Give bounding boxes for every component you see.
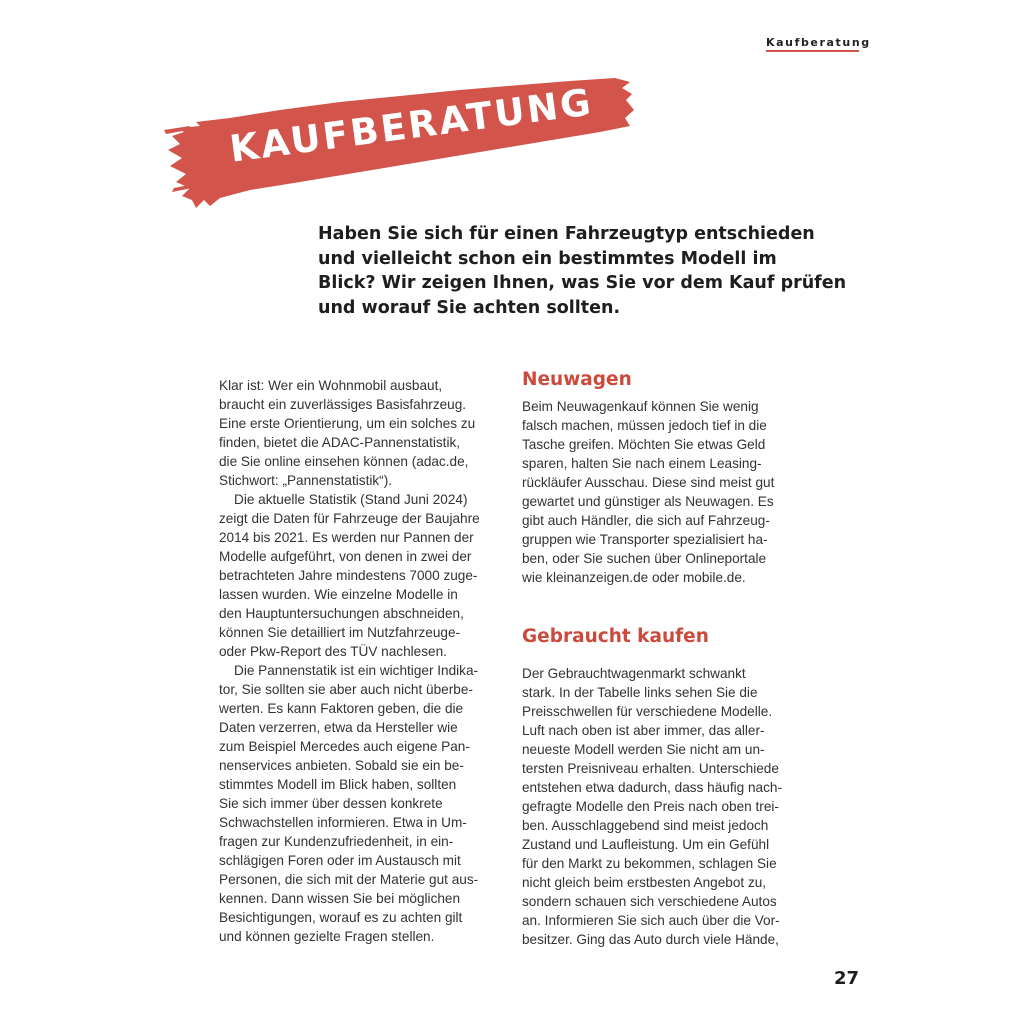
chapter-title: KAUFBERATUNG <box>227 80 596 171</box>
text-line: lassen wurden. Wie einzelne Modelle in <box>219 587 458 602</box>
text-line: Die Pannenstatik ist ein wichtiger Indika- <box>234 663 479 678</box>
text-line: neueste Modell werden Sie nicht am un- <box>522 742 765 757</box>
text-line: ben, oder Sie suchen über Onlineportale <box>522 551 767 566</box>
text-line: finden, bietet die ADAC-Pannenstatistik, <box>219 435 461 450</box>
text-line: können Sie detailliert im Nutzfahrzeuge- <box>219 625 461 640</box>
intro-paragraph <box>318 222 847 321</box>
text-line: den Hauptuntersuchungen abschneiden, <box>219 606 464 621</box>
gebraucht-text <box>522 664 822 949</box>
text-line: ben. Ausschlaggebend sind meist jedoch <box>522 818 769 833</box>
text-line: zeigt die Daten für Fahrzeuge der Baujahre <box>219 511 480 526</box>
text-line: Die aktuelle Statistik (Stand Juni 2024) <box>234 492 468 507</box>
text-line: und können gezielte Fragen stellen. <box>219 929 435 944</box>
text-line: gibt auch Händler, die sich auf Fahrzeug- <box>522 513 770 528</box>
text-line: Zustand und Laufleistung. Um ein Gefühl <box>522 837 770 852</box>
page-number: 27 <box>834 968 860 989</box>
text-line: zum Beispiel Mercedes auch eigene Pan- <box>219 739 470 754</box>
text-line: für den Markt zu bekommen, schlagen Sie <box>522 856 777 871</box>
text-line: falsch machen, müssen jedoch tief in die <box>522 418 767 433</box>
text-line: die Sie online einsehen können (adac.de, <box>219 454 469 469</box>
text-line: fragen zur Kundenzufriedenheit, in ein- <box>219 834 454 849</box>
text-line: stark. In der Tabelle links sehen Sie die <box>522 685 758 700</box>
text-line: gewartet und günstiger als Neuwagen. Es <box>522 494 774 509</box>
running-head: Kaufberatung <box>766 36 871 49</box>
text-line: nicht gleich beim erstbesten Angebot zu, <box>522 875 767 890</box>
text-line: nenservices anbieten. Sobald sie ein be- <box>219 758 464 773</box>
text-line: tor, Sie sollten sie aber auch nicht überbe- <box>219 682 473 697</box>
text-line: Eine erste Orientierung, um ein solches zu <box>219 416 476 431</box>
text-line: betrachteten Jahre mindestens 7000 zuge- <box>219 568 478 583</box>
text-line: gefragte Modelle den Preis nach oben trei- <box>522 799 779 814</box>
text-line: Klar ist: Wer ein Wohnmobil ausbaut, <box>219 378 443 393</box>
text-line: schlägigen Foren oder im Austausch mit <box>219 853 461 868</box>
text-line: Modelle aufgeführt, von denen in zwei der <box>219 549 472 564</box>
text-line: 2014 bis 2021. Es werden nur Pannen der <box>219 530 474 545</box>
text-line: wie kleinanzeigen.de oder mobile.de. <box>522 570 746 585</box>
text-line: Preisschwellen für verschiedene Modelle. <box>522 704 773 719</box>
text-line: besitzer. Ging das Auto durch viele Hände, <box>522 932 779 947</box>
text-line: entstehen etwa dadurch, dass häufig nach- <box>522 780 782 795</box>
text-line: sondern schauen sich verschiedene Autos <box>522 894 777 909</box>
text-line: Tasche greifen. Möchten Sie etwas Geld <box>522 437 766 452</box>
text-line: Daten verzerren, etwa da Hersteller wie <box>219 720 458 735</box>
intro-line: und vielleicht schon ein bestimmtes Modell im <box>318 248 777 269</box>
text-line: sparen, halten Sie nach einem Leasing- <box>522 456 762 471</box>
section-heading-neuwagen: Neuwagen <box>522 369 632 390</box>
text-line: an. Informieren Sie sich auch über die Vor- <box>522 913 780 928</box>
text-line: Beim Neuwagenkauf können Sie wenig <box>522 399 759 414</box>
text-line: oder Pkw-Report des TÜV nachlesen. <box>219 644 447 659</box>
text-line: Stichwort: „Pannenstatistik“). <box>219 473 393 488</box>
section-heading-gebraucht: Gebraucht kaufen <box>522 626 709 647</box>
text-line: gruppen wie Transporter spezialisiert ha- <box>522 532 768 547</box>
text-line: braucht ein zuverlässiges Basisfahrzeug. <box>219 397 467 412</box>
intro-line: Blick? Wir zeigen Ihnen, was Sie vor dem Kauf prüfen <box>318 273 847 294</box>
text-line: Sie sich immer über dessen konkrete <box>219 796 443 811</box>
text-line: kennen. Dann wissen Sie bei möglichen <box>219 891 461 906</box>
text-line: werten. Es kann Faktoren geben, die die <box>219 701 464 716</box>
text-line: Schwachstellen informieren. Etwa in Um- <box>219 815 467 830</box>
text-line: tersten Preisniveau erhalten. Unterschiede <box>522 761 779 776</box>
intro-line: und worauf Sie achten sollten. <box>318 298 621 319</box>
running-head-underline <box>766 50 859 52</box>
text-line: Besichtigungen, worauf es zu achten gilt <box>219 910 463 925</box>
text-line: Luft nach oben ist aber immer, das aller- <box>522 723 765 738</box>
intro-line: Haben Sie sich für einen Fahrzeugtyp entschieden <box>318 224 815 244</box>
text-line: Der Gebrauchtwagenmarkt schwankt <box>522 666 746 681</box>
text-line: rückläufer Ausschau. Diese sind meist gut <box>522 475 775 490</box>
left-column-text <box>219 376 519 946</box>
text-line: Personen, die sich mit der Materie gut aus- <box>219 872 479 887</box>
neuwagen-text <box>522 397 822 587</box>
text-line: stimmtes Modell im Blick haben, sollten <box>219 777 457 792</box>
